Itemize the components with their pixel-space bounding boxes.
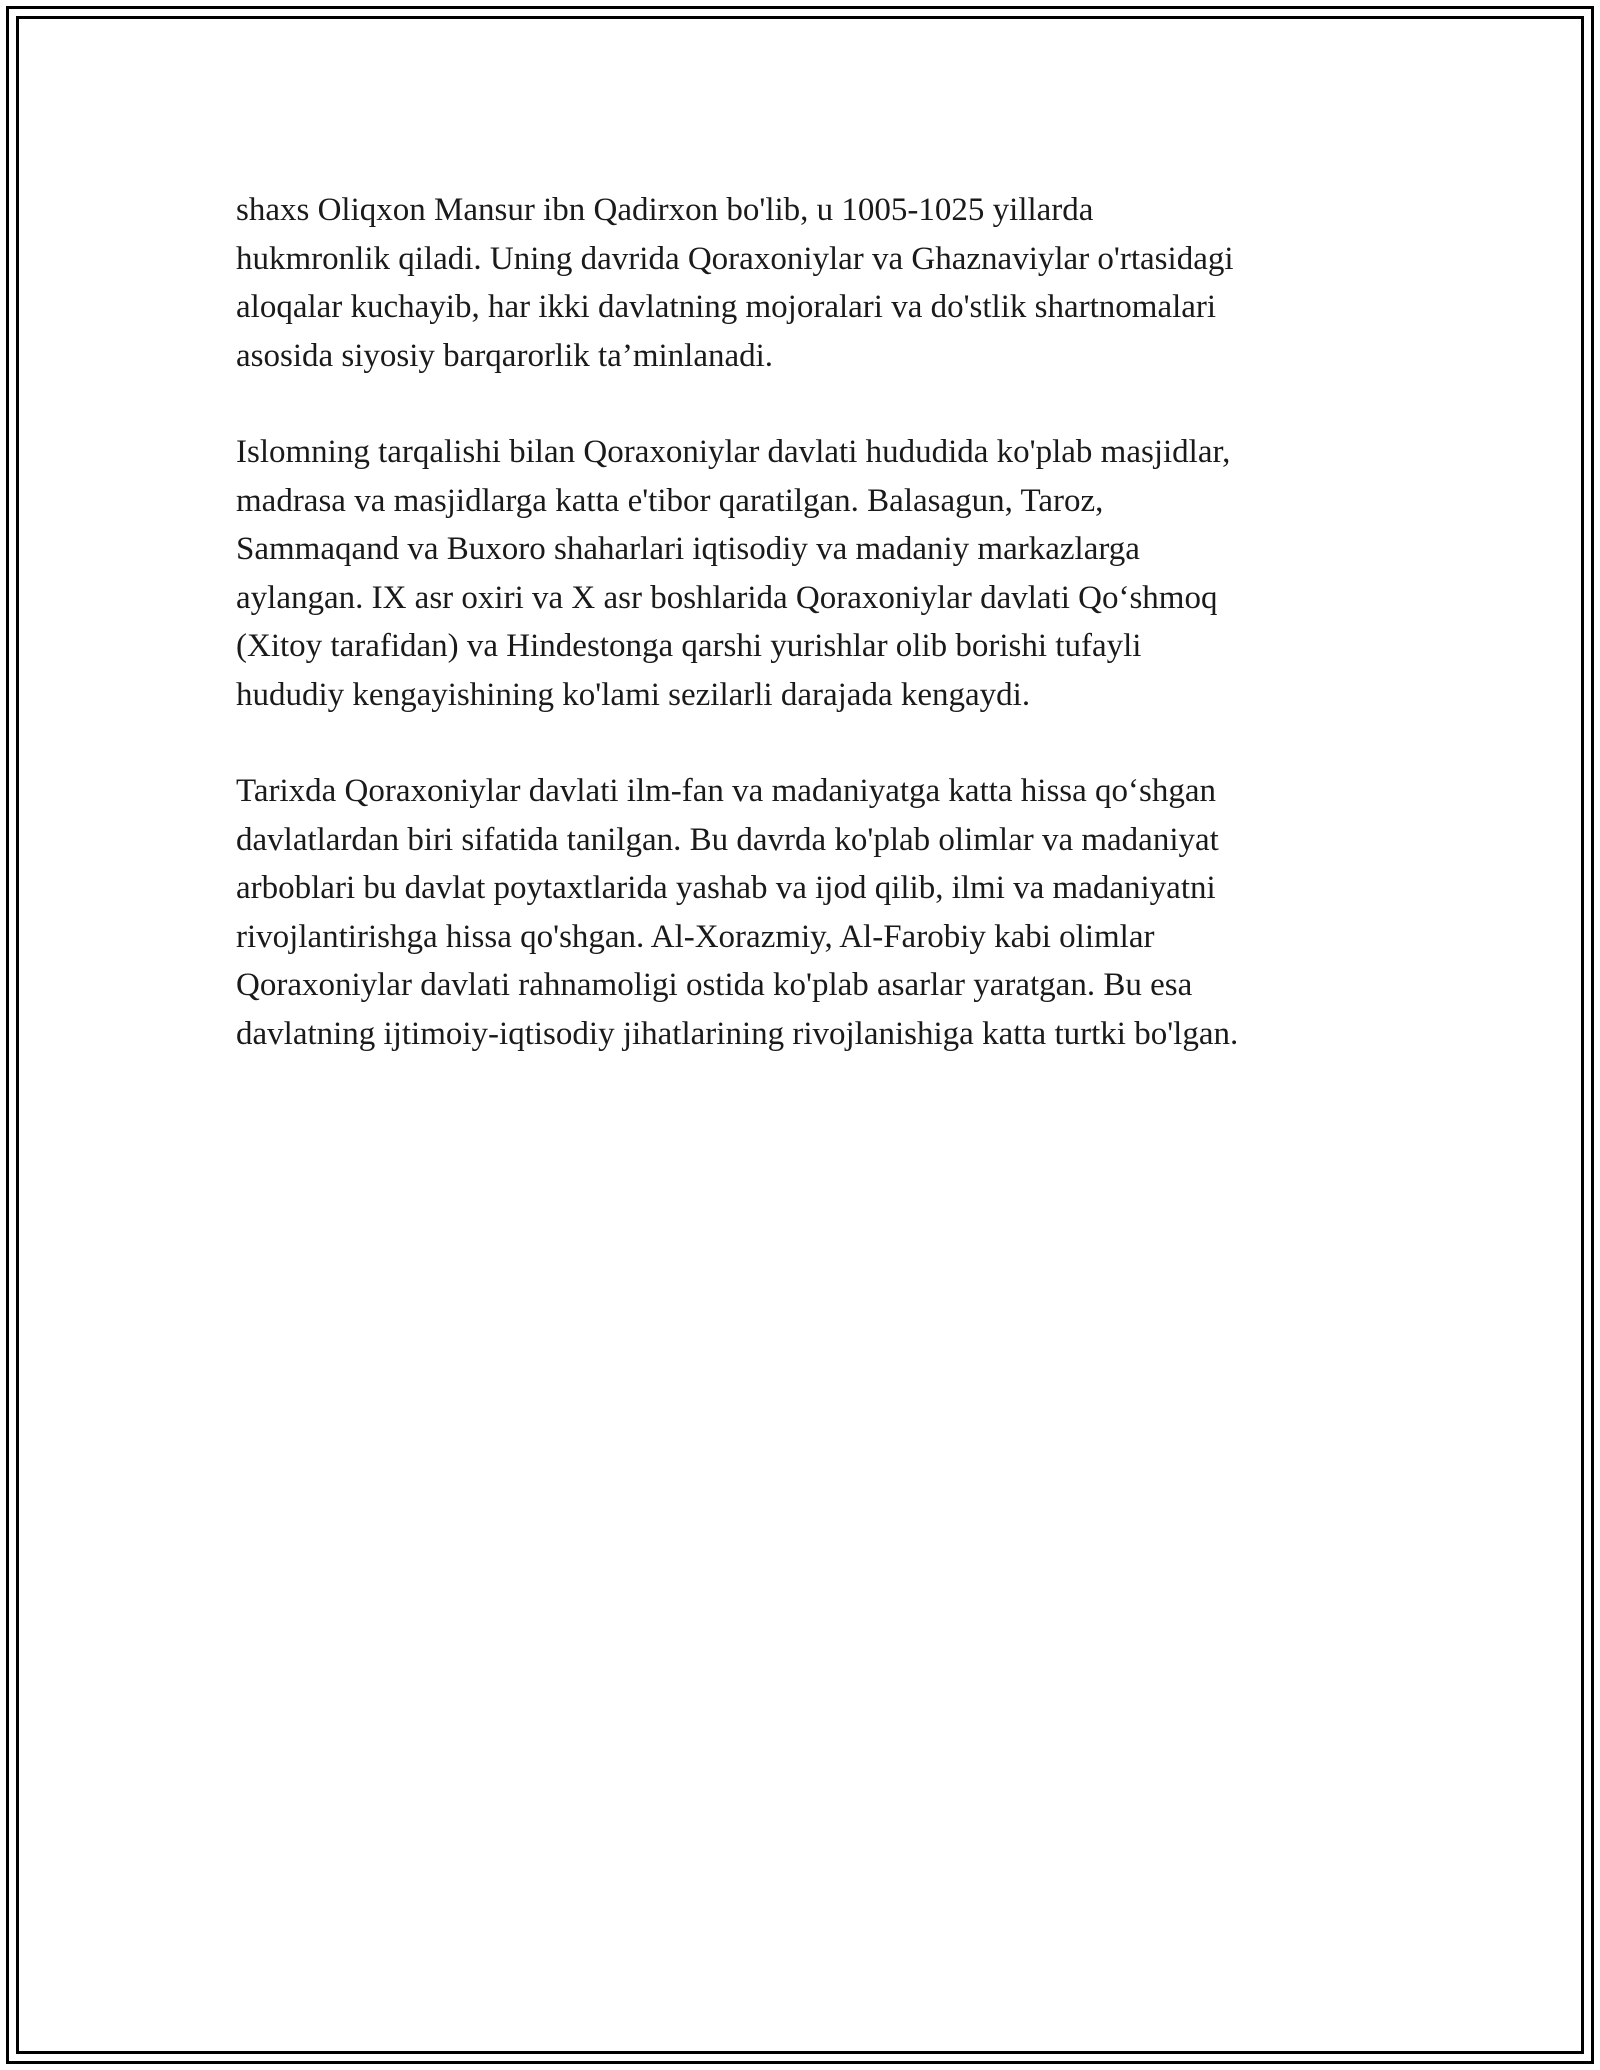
paragraph-2: Islomning tarqalishi bilan Qoraxoniylar davlati hududida ko'plab masjidlar, madrasa va masjidlarga katta e'tibor qaratilgan. Balasagun, Taroz, Sammaqand va Buxoro shaharlari iqtisodiy va madaniy markazlarga aylangan. IX asr oxiri va X asr boshlarida Qoraxoniylar davlati Qo‘shmoq (Xitoy tarafidan) va Hindestonga qarshi yurishlar olib borishi tufayli hududiy kengayishining ko'lami sezilarli darajada kengaydi.	[236, 434, 1231, 713]
paragraph-3: Tarixda Qoraxoniylar davlati ilm-fan va madaniyatga katta hissa qo‘shgan davlatlardan biri sifatida tanilgan. Bu davrda ko'plab olimlar va madaniyat arboblari bu davlat poytaxtlarida yashab va ijod qilib, ilmi va madaniyatni rivojlantirishga hissa qo'shgan. Al-Xorazmiy, Al-Farobiy kabi olimlar Qoraxoniylar davlati rahnamoligi ostida ko'plab asarlar yaratgan. Bu esa davlatning ijtimoiy-iqtisodiy jihatlarining rivojlanishiga katta turtki bo'lgan.	[236, 773, 1239, 1052]
paragraph-1: shaxs Oliqxon Mansur ibn Qadirxon bo'lib, u 1005-1025 yillarda hukmronlik qiladi. Uning davrida Qoraxoniylar va Ghaznaviylar o'rtasidagi aloqalar kuchayib, har ikki davlatning mojoralari va do'stlik shartnomalari asosida siyosiy barqarorlik ta’minlanadi.	[236, 192, 1234, 374]
document-body	[236, 186, 1366, 1106]
